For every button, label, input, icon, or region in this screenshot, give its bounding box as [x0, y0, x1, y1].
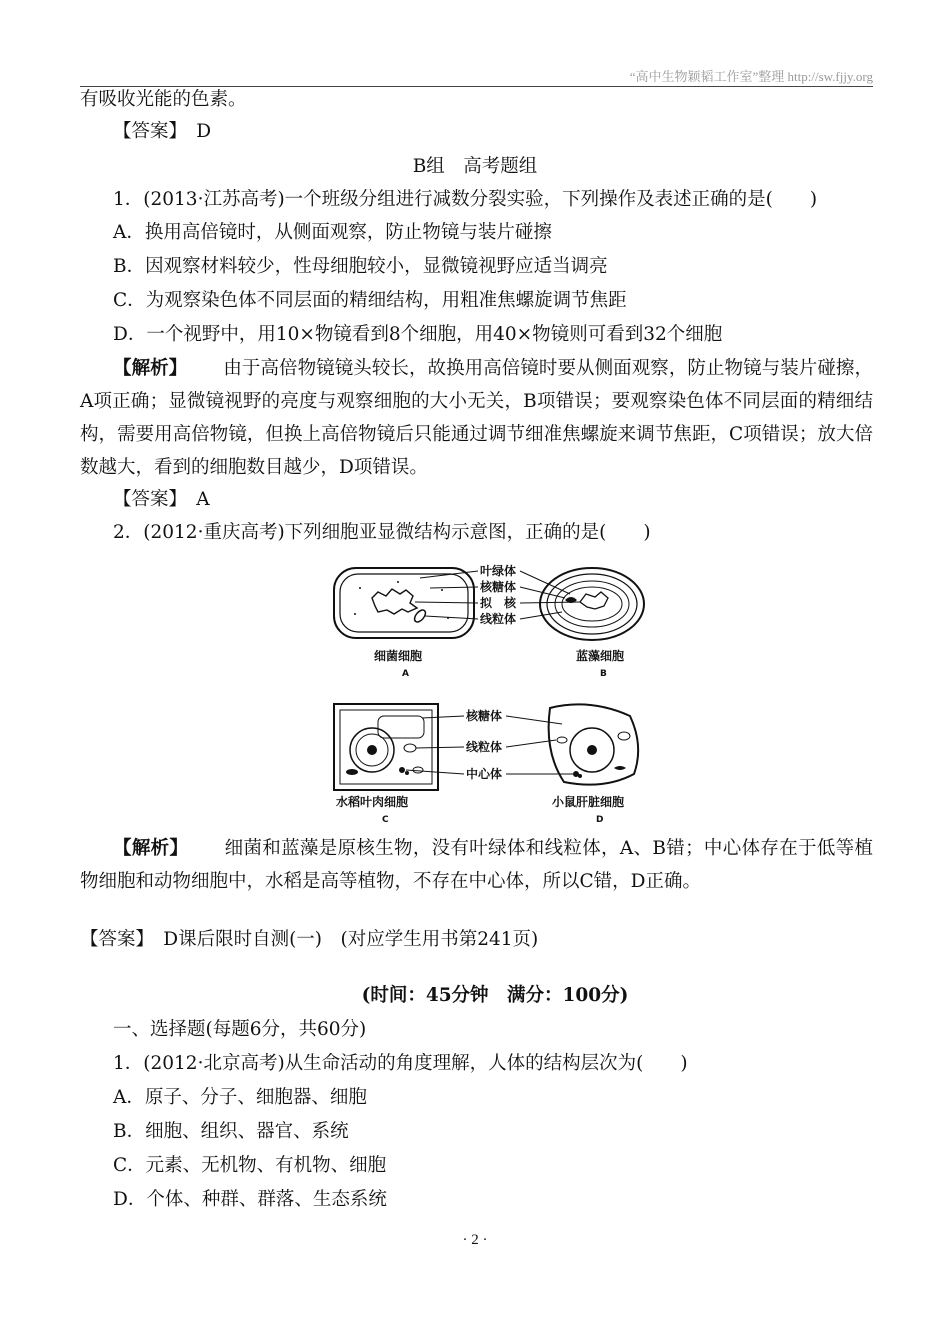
mouse-liver-cell-diagram	[549, 704, 639, 784]
text-line: 有吸收光能的色素。	[80, 89, 247, 110]
question-3: 1．(2012·北京高考)从生命活动的角度理解，人体的结构层次为( )	[113, 1053, 688, 1074]
answer-2: 【答案】 A	[113, 489, 210, 510]
caption-mouse-liver: 小鼠肝脏细胞	[552, 795, 625, 809]
question-2: 2．(2012·重庆高考)下列细胞亚显微结构示意图，正确的是( )	[113, 522, 651, 543]
label-mitochondria-mid: 线粒体	[466, 740, 503, 754]
answer-3: 【答案】 D课后限时自测(一) (对应学生用书第241页)	[80, 929, 539, 950]
caption-rice: 水稻叶肉细胞	[336, 795, 409, 809]
label-ribosome-mid: 核糖体	[466, 709, 503, 723]
option-3a: A．原子、分子、细胞器、细胞	[113, 1087, 367, 1108]
option-1a: A．换用高倍镜时，从侧面观察，防止物镜与装片碰擦	[113, 222, 552, 243]
explanation-label: 【解析】	[113, 358, 188, 379]
header-rule	[80, 86, 873, 87]
label-ribosome-top: 核糖体	[480, 580, 517, 594]
cell-structure-figure	[330, 558, 650, 828]
caption-bacteria: 细菌细胞	[374, 649, 423, 663]
label-mitochondria-top: 线粒体	[480, 612, 517, 626]
label-centrosome: 中心体	[466, 767, 503, 781]
option-1b: B．因观察材料较少，性母细胞较小，显微镜视野应适当调亮	[113, 256, 608, 277]
explanation-text: 由于高倍物镜镜头较长，故换用高倍镜时要从侧面观察，防止物镜与装片碰擦，A项正确；显微镜视野的亮度与观察细胞的大小无关，B项错误；要观察染色体不同层面的精细结构，需要用高倍物镜，但换上高倍物镜后只能通过调节细准焦螺旋来调节焦距，C项错误；放大倍数越大，看到的细胞数目越少，D项错误。	[80, 358, 873, 478]
caption-letter-b: B	[600, 669, 607, 679]
label-nucleoid: 拟 核	[480, 596, 517, 610]
answer-1: 【答案】 D	[113, 121, 212, 142]
label-chloroplast: 叶绿体	[480, 564, 517, 578]
explanation-1	[80, 352, 873, 484]
option-1d: D．一个视野中，用10×物镜看到8个细胞，用40×物镜则可看到32个细胞	[113, 324, 723, 345]
caption-letter-d: D	[596, 815, 604, 825]
cyanobacteria-cell-diagram	[540, 568, 644, 640]
section-choice-questions: 一、选择题(每题6分，共60分)	[113, 1019, 367, 1040]
page-header: “高中生物颖韬工作室”整理 http://sw.fjjy.org	[629, 69, 873, 84]
explanation-text: 细菌和蓝藻是原核生物，没有叶绿体和线粒体，A、B错；中心体存在于低等植物细胞和动物细胞中，水稻是高等植物，不存在中心体，所以C错，D正确。	[80, 838, 873, 892]
option-3d: D．个体、种群、群落、生态系统	[113, 1189, 387, 1210]
caption-letter-c: C	[382, 815, 389, 825]
rice-mesophyll-cell-diagram	[334, 704, 438, 790]
section-title-group-b: B组 高考题组	[412, 156, 538, 177]
explanation-2	[80, 832, 873, 898]
caption-letter-a: A	[402, 669, 409, 679]
option-3b: B．细胞、组织、器官、系统	[113, 1121, 349, 1142]
option-3c: C．元素、无机物、有机物、细胞	[113, 1155, 387, 1176]
caption-cyanobacteria: 蓝藻细胞	[576, 649, 625, 663]
time-limit: (时间：45分钟 满分：100分)	[361, 985, 629, 1006]
explanation-label: 【解析】	[113, 838, 189, 859]
question-1: 1．(2013·江苏高考)一个班级分组进行减数分裂实验，下列操作及表述正确的是( )	[113, 189, 818, 210]
page-number: · 2 ·	[462, 1232, 488, 1248]
option-1c: C．为观察染色体不同层面的精细结构，用粗准焦螺旋调节焦距	[113, 290, 627, 311]
